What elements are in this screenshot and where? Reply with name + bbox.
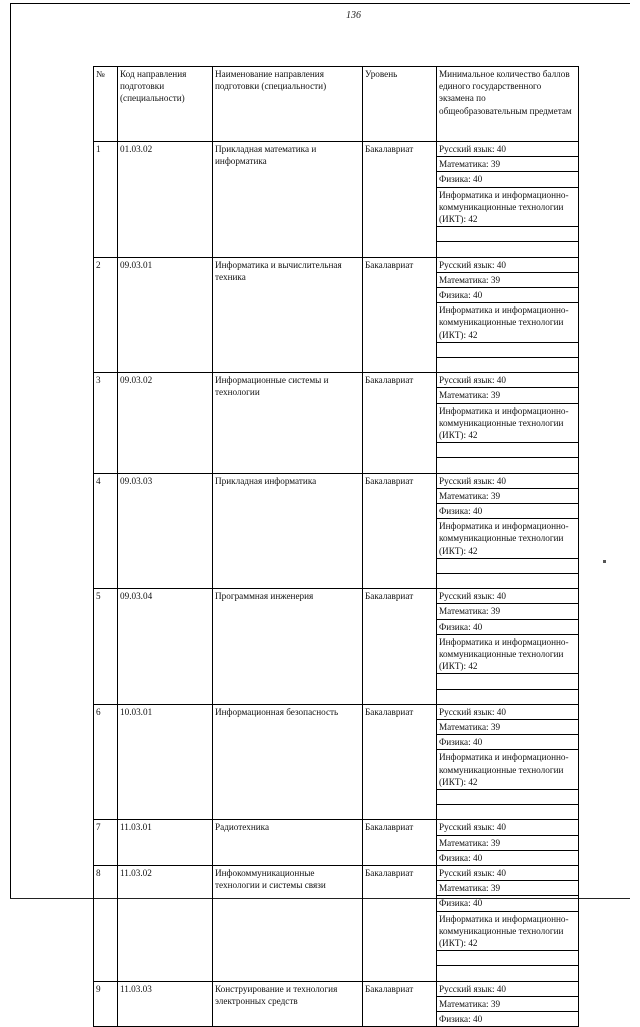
row-name: Информационная безопасность xyxy=(213,704,363,820)
score-cell: Русский язык: 40 xyxy=(437,142,579,157)
score-cell: Информатика и информационно-коммуникационные технологии (ИКТ): 42 xyxy=(437,750,579,790)
score-cell: Русский язык: 40 xyxy=(437,981,579,996)
table-row xyxy=(94,704,579,719)
score-cell-empty xyxy=(437,789,579,804)
score-cell-empty xyxy=(437,358,579,373)
row-name: Прикладная математика и информатика xyxy=(213,142,363,258)
row-level: Бакалавриат xyxy=(363,865,437,981)
table-row xyxy=(94,257,579,272)
score-cell: Информатика и информационно-коммуникационные технологии (ИКТ): 42 xyxy=(437,911,579,951)
scan-speck xyxy=(603,560,606,563)
row-name: Инфокоммуникационные технологии и системы связи xyxy=(213,865,363,981)
row-level: Бакалавриат xyxy=(363,142,437,258)
row-level: Бакалавриат xyxy=(363,373,437,473)
score-cell: Русский язык: 40 xyxy=(437,473,579,488)
score-cell: Физика: 40 xyxy=(437,896,579,911)
score-cell: Физика: 40 xyxy=(437,850,579,865)
row-number: 8 xyxy=(94,865,118,981)
score-cell-empty xyxy=(437,573,579,588)
row-name: Прикладная информатика xyxy=(213,473,363,589)
row-level: Бакалавриат xyxy=(363,704,437,820)
header-name: Наименование направления подготовки (специальности) xyxy=(213,67,363,142)
score-cell: Физика: 40 xyxy=(437,288,579,303)
row-code: 11.03.02 xyxy=(118,865,213,981)
score-cell: Физика: 40 xyxy=(437,503,579,518)
table-header-row xyxy=(94,67,579,142)
score-cell: Математика: 39 xyxy=(437,272,579,287)
score-cell: Математика: 39 xyxy=(437,604,579,619)
header-level: Уровень xyxy=(363,67,437,142)
score-cell: Русский язык: 40 xyxy=(437,257,579,272)
score-cell: Математика: 39 xyxy=(437,719,579,734)
row-name: Радиотехника xyxy=(213,820,363,866)
row-code: 09.03.02 xyxy=(118,373,213,473)
score-cell: Физика: 40 xyxy=(437,172,579,187)
row-code: 01.03.02 xyxy=(118,142,213,258)
score-cell: Математика: 39 xyxy=(437,157,579,172)
score-cell: Информатика и информационно-коммуникационные технологии (ИКТ): 42 xyxy=(437,634,579,674)
row-level: Бакалавриат xyxy=(363,820,437,866)
table-row xyxy=(94,589,579,604)
row-number: 5 xyxy=(94,589,118,705)
score-cell-empty xyxy=(437,342,579,357)
score-cell: Информатика и информационно-коммуникационные технологии (ИКТ): 42 xyxy=(437,187,579,227)
row-number: 7 xyxy=(94,820,118,866)
table-row xyxy=(94,373,579,388)
score-cell-empty xyxy=(437,674,579,689)
header-num: № xyxy=(94,67,118,142)
row-number: 9 xyxy=(94,981,118,1027)
score-cell: Физика: 40 xyxy=(437,735,579,750)
score-cell: Русский язык: 40 xyxy=(437,820,579,835)
score-cell-empty xyxy=(437,966,579,981)
score-cell-empty xyxy=(437,689,579,704)
score-cell: Русский язык: 40 xyxy=(437,704,579,719)
admission-scores-table xyxy=(93,66,579,1027)
row-code: 11.03.01 xyxy=(118,820,213,866)
table-row xyxy=(94,473,579,488)
score-cell: Математика: 39 xyxy=(437,996,579,1011)
row-code: 11.03.03 xyxy=(118,981,213,1027)
row-code: 09.03.03 xyxy=(118,473,213,589)
header-score: Минимальное количество баллов единого государственного экзамена по общеобразовательным предметам xyxy=(437,67,579,142)
score-cell: Русский язык: 40 xyxy=(437,589,579,604)
row-level: Бакалавриат xyxy=(363,257,437,373)
row-number: 1 xyxy=(94,142,118,258)
score-cell: Информатика и информационно-коммуникационные технологии (ИКТ): 42 xyxy=(437,519,579,559)
score-cell: Математика: 39 xyxy=(437,881,579,896)
score-cell: Информатика и информационно-коммуникационные технологии (ИКТ): 42 xyxy=(437,303,579,343)
row-name: Информатика и вычислительная техника xyxy=(213,257,363,373)
score-cell: Физика: 40 xyxy=(437,619,579,634)
score-cell: Физика: 40 xyxy=(437,1011,579,1026)
score-cell-empty xyxy=(437,458,579,473)
row-number: 4 xyxy=(94,473,118,589)
row-code: 09.03.01 xyxy=(118,257,213,373)
table-row xyxy=(94,865,579,880)
score-cell: Информатика и информационно-коммуникационные технологии (ИКТ): 42 xyxy=(437,403,579,443)
row-level: Бакалавриат xyxy=(363,589,437,705)
table-row xyxy=(94,981,579,996)
row-number: 3 xyxy=(94,373,118,473)
row-number: 6 xyxy=(94,704,118,820)
score-cell: Математика: 39 xyxy=(437,388,579,403)
row-number: 2 xyxy=(94,257,118,373)
scan-frame-top xyxy=(10,3,630,4)
table-body xyxy=(94,142,579,1027)
score-cell-empty xyxy=(437,242,579,257)
score-cell-empty xyxy=(437,558,579,573)
score-cell: Математика: 39 xyxy=(437,835,579,850)
row-name: Информационные системы и технологии xyxy=(213,373,363,473)
score-cell: Русский язык: 40 xyxy=(437,373,579,388)
row-code: 09.03.04 xyxy=(118,589,213,705)
score-cell: Математика: 39 xyxy=(437,488,579,503)
scan-frame-left xyxy=(10,3,11,898)
row-level: Бакалавриат xyxy=(363,473,437,589)
row-code: 10.03.01 xyxy=(118,704,213,820)
row-level: Бакалавриат xyxy=(363,981,437,1027)
score-cell-empty xyxy=(437,805,579,820)
header-code: Код направления подготовки (специальности) xyxy=(118,67,213,142)
table-row xyxy=(94,142,579,157)
row-name: Программная инженерия xyxy=(213,589,363,705)
row-name: Конструирование и технология электронных средств xyxy=(213,981,363,1027)
score-cell: Русский язык: 40 xyxy=(437,865,579,880)
score-cell-empty xyxy=(437,227,579,242)
page-number: 136 xyxy=(346,10,361,21)
score-cell-empty xyxy=(437,443,579,458)
score-cell-empty xyxy=(437,951,579,966)
table-row xyxy=(94,820,579,835)
